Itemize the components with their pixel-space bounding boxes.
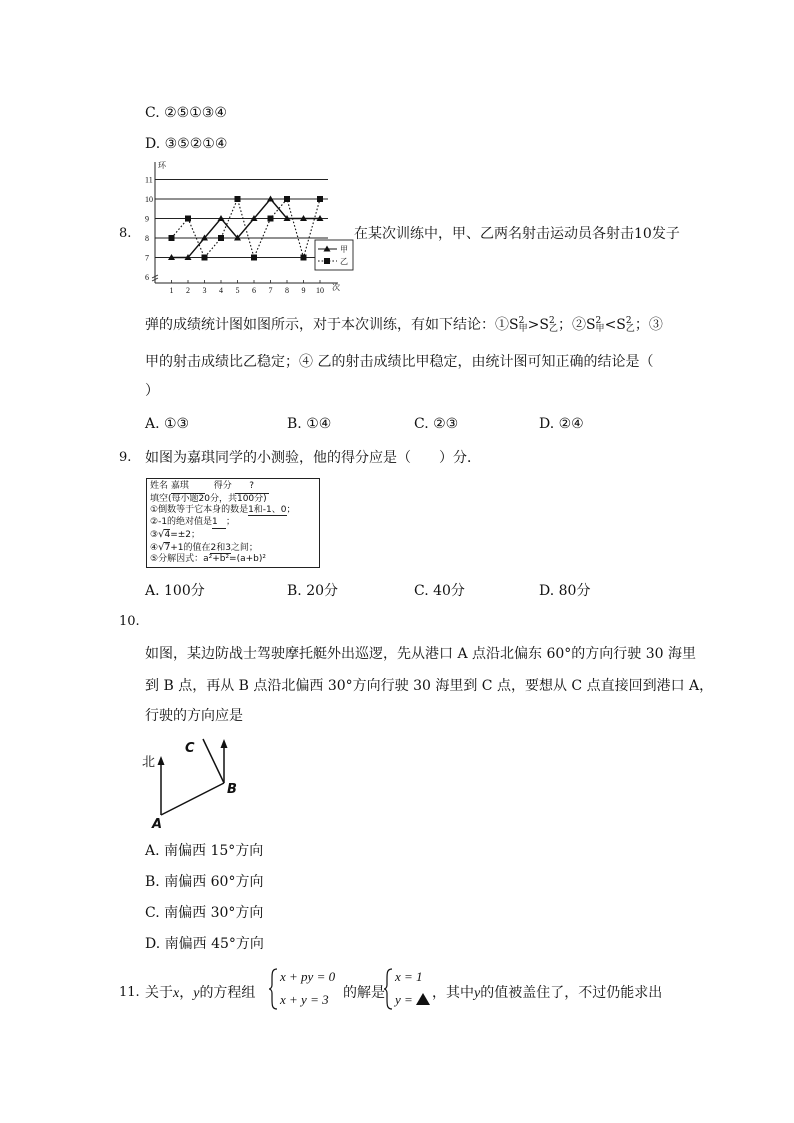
- q10-line3: 行驶的方向应是: [145, 708, 243, 724]
- x-tick-10: 10: [316, 286, 324, 295]
- q8-stem-line4: ）: [145, 383, 159, 399]
- x-axis-label: 次: [332, 283, 340, 292]
- quiz-header: 姓名 嘉琪 得分 ?: [150, 481, 319, 494]
- q9-option-a: A. 100分: [145, 583, 205, 599]
- q11-text3: 的解是: [343, 985, 385, 1001]
- q8-conclusion-2: S 2 甲 <S 2 乙: [585, 316, 635, 334]
- q10-number: 10.: [119, 614, 140, 629]
- q8-stem-line2: 弹的成绩统计图如图所示，对于本次训练，有如下结论：①S 2 甲 >S 2 乙 ；②S 2 甲 <S 2 乙 ；③: [145, 316, 663, 334]
- y-tick-6: 6: [145, 273, 149, 282]
- shooting-score-chart: [143, 160, 355, 300]
- x-tick-8: 8: [285, 286, 289, 295]
- q9-number: 9.: [119, 450, 132, 465]
- quiz-item-4: ④√7+1的值在2和3之间；: [150, 541, 258, 553]
- north-arrow-a-head: [158, 756, 165, 765]
- point-yi-10: [317, 196, 323, 202]
- label-b: B: [227, 782, 237, 797]
- x-tick-4: 4: [219, 286, 223, 295]
- q8-line2-text: 弹的成绩统计图如图所示，对于本次训练，有如下结论：①: [145, 317, 509, 333]
- quiz-instructions: 填空(每小题20分，共100分): [150, 493, 267, 504]
- y-tick-10: 10: [145, 195, 153, 204]
- q10-option-c: C. 南偏西 30°方向: [145, 905, 264, 921]
- chart-legend: [315, 240, 353, 270]
- y-tick-9: 9: [145, 214, 149, 224]
- q10-option-a: A. 南偏西 15°方向: [145, 843, 264, 859]
- legend-marker-1: [324, 258, 330, 264]
- y-tick-8: 8: [145, 234, 149, 243]
- label-north: 北: [142, 755, 156, 770]
- quiz-card: [146, 478, 320, 568]
- q8-option-d: D. ②④: [539, 416, 584, 432]
- legend-label-0: 甲: [340, 245, 348, 254]
- y-axis-label: 环: [158, 161, 166, 170]
- point-yi-3: [202, 255, 208, 261]
- q11-lead: 关于x，y的方程组: [145, 985, 256, 1001]
- quiz-item-3: ③√4=±2；: [150, 529, 200, 540]
- y-tick-11: 11: [145, 175, 153, 185]
- point-yi-2: [185, 216, 191, 222]
- q7-option-d: D. ③⑤②①④: [145, 136, 228, 152]
- point-jia-7: [267, 196, 274, 202]
- q8-number: 8.: [119, 226, 132, 241]
- x-tick-5: 5: [235, 286, 240, 295]
- q9-option-c: C. 40分: [414, 583, 465, 599]
- point-yi-9: [301, 255, 307, 261]
- equation-1: x + py = 0: [280, 969, 336, 984]
- x-tick-6: 6: [252, 286, 256, 295]
- x-tick-7: 7: [268, 286, 273, 295]
- q8-conclusion-1: S 2 甲 >S 2 乙: [509, 316, 558, 334]
- q11-tail: ，其中y的值被盖住了，不过仍能求出: [432, 985, 663, 1001]
- q8-option-c: C. ②③: [414, 416, 459, 432]
- q9-option-d: D. 80分: [539, 583, 591, 599]
- q10-option-b: B. 南偏西 60°方向: [145, 874, 264, 890]
- q8-option-b: B. ①④: [287, 416, 332, 432]
- left-brace-2: [383, 967, 393, 1011]
- x-tick-2: 2: [186, 286, 190, 295]
- point-yi-4: [218, 235, 224, 241]
- q11-number: 11.: [119, 985, 140, 1000]
- equation-2: x + y = 3: [280, 992, 329, 1007]
- point-yi-7: [268, 216, 274, 222]
- q7-option-c: C. ②⑤①③④: [145, 105, 227, 121]
- solution-y: y =: [395, 991, 430, 1009]
- y-tick-7: 7: [145, 253, 149, 263]
- series-line-yi: [172, 199, 321, 258]
- point-yi-5: [235, 196, 241, 202]
- solution-x: x = 1: [395, 969, 423, 984]
- q10-option-d: D. 南偏西 45°方向: [145, 936, 264, 952]
- chart-axes: [152, 162, 338, 283]
- q8-option-a: A. ①③: [145, 416, 190, 432]
- segment-bc: [203, 739, 224, 783]
- x-tick-1: 1: [169, 286, 174, 295]
- quiz-item-1: ①倒数等于它本身的数是1和-1、0；: [150, 505, 296, 515]
- legend-label-1: 乙: [340, 257, 348, 266]
- point-jia-4: [218, 215, 225, 221]
- q9-stem: 如图为嘉琪同学的小测验，他的得分应是（ ）分．: [145, 450, 481, 466]
- q8-stem-line3: 甲的射击成绩比乙稳定；④ 乙的射击成绩比甲稳定，由统计图可知正确的结论是（: [145, 354, 654, 370]
- direction-diagram: [140, 735, 250, 830]
- q10-line2: 到 B 点，再从 B 点沿北偏西 30°方向行驶 30 海里到 C 点，要想从 C 点直接回到港口 A，: [145, 678, 714, 694]
- chart-ticks: [145, 161, 340, 295]
- q10-line1: 如图，某边防战士驾驶摩托艇外出巡逻，先从港口 A 点沿北偏东 60°的方向行驶 30 海里: [145, 646, 696, 662]
- point-yi-8: [284, 196, 290, 202]
- label-c: C: [185, 741, 195, 756]
- point-yi-1: [169, 235, 175, 241]
- segment-ab: [161, 783, 224, 815]
- quiz-item-2: ②-1的绝对值是1 ；: [150, 517, 319, 530]
- north-arrow-b-head: [221, 739, 228, 748]
- chart-series: [168, 196, 324, 261]
- q9-option-b: B. 20分: [287, 583, 339, 599]
- q8-stem-part1: 在某次训练中，甲、乙两名射击运动员各射击10发子: [354, 226, 680, 242]
- quiz-item-5: ⑤分解因式：a²+b²=(a+b)²: [150, 554, 266, 564]
- point-yi-6: [251, 255, 257, 261]
- x-tick-3: 3: [202, 286, 207, 295]
- left-brace-1: [268, 967, 278, 1011]
- covered-triangle-icon: [416, 993, 430, 1005]
- label-a: A: [152, 817, 163, 830]
- x-tick-9: 9: [301, 286, 306, 295]
